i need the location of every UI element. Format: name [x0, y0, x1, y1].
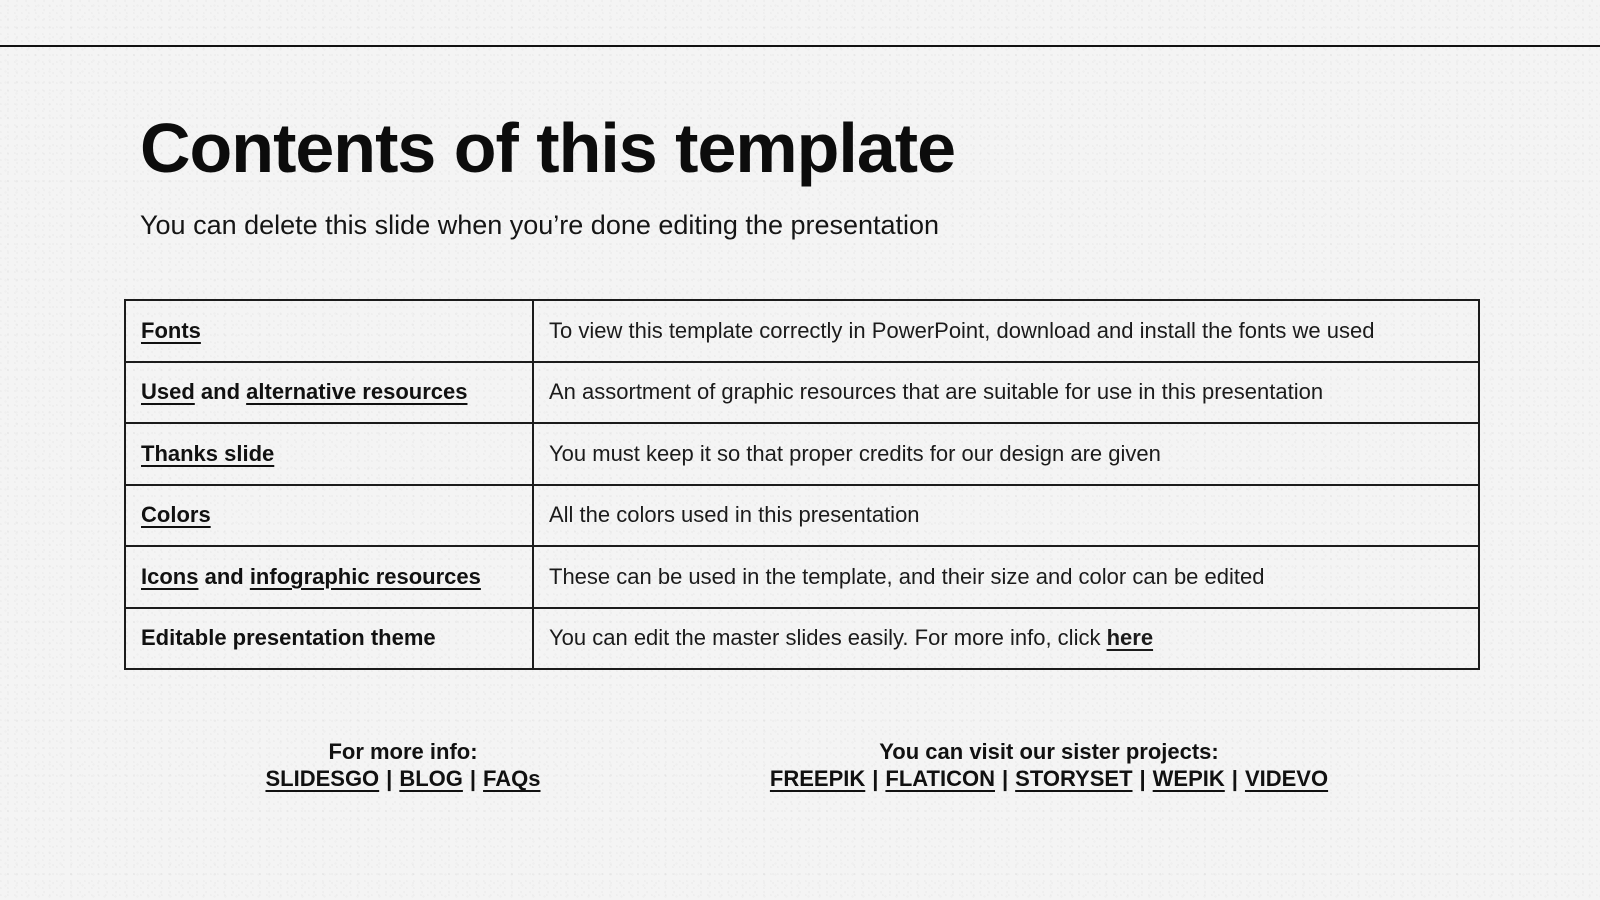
footer-separator: | — [386, 766, 393, 791]
table-row-editable-theme — [125, 608, 1479, 670]
row-description-editable-theme — [533, 608, 1479, 670]
table-row-icons — [125, 546, 1479, 608]
row-description-resources: An assortment of graphic resources that are suitable for use in this presentation — [533, 362, 1479, 424]
table-row-fonts — [125, 300, 1479, 362]
footer-separator: | — [469, 766, 477, 791]
blog-link[interactable]: BLOG — [399, 766, 463, 791]
alternative-resources-link[interactable]: alternative resources — [246, 379, 468, 405]
freepik-link[interactable]: FREEPIK — [769, 766, 866, 791]
contents-table — [124, 299, 1480, 670]
row-label-fonts — [125, 300, 533, 362]
row-label-resources — [125, 362, 533, 424]
table-row-thanks-slide — [125, 423, 1479, 485]
thanks-slide-link[interactable]: Thanks slide — [141, 440, 275, 466]
more-info-label: For more info: — [328, 739, 478, 764]
footer-separator: | — [1139, 766, 1146, 791]
flaticon-link[interactable]: FLATICON — [885, 766, 995, 791]
table-row-resources — [125, 362, 1479, 424]
slidesgo-link[interactable]: SLIDESGO — [265, 766, 380, 791]
row-description-fonts: To view this template correctly in PowerPoint, download and install the fonts we used — [533, 300, 1479, 362]
footer-separator: | — [872, 766, 879, 791]
footer-separator: | — [1002, 766, 1009, 791]
row-label-colors — [125, 485, 533, 547]
editable-theme-description: You can edit the master slides easily. For more info, click — [549, 625, 1107, 651]
sister-project-links — [749, 765, 1349, 792]
row-description-colors: All the colors used in this presentation — [533, 485, 1479, 547]
wepik-link[interactable]: WEPIK — [1152, 766, 1225, 791]
used-link[interactable]: Used — [141, 379, 195, 405]
label-connector-text: and — [194, 379, 247, 405]
row-label-thanks-slide — [125, 423, 533, 485]
sister-projects-label: You can visit our sister projects: — [879, 739, 1219, 764]
faqs-link[interactable]: FAQs — [483, 766, 541, 791]
more-info-links — [203, 765, 603, 792]
page-title: Contents of this template — [140, 109, 956, 187]
here-link[interactable]: here — [1106, 625, 1154, 651]
sister-projects-footer — [749, 738, 1349, 792]
storyset-link[interactable]: STORYSET — [1015, 766, 1133, 791]
row-label-icons — [125, 546, 533, 608]
more-info-footer — [203, 738, 603, 792]
page-subtitle: You can delete this slide when you’re done editing the presentation — [140, 210, 940, 240]
row-description-thanks-slide: You must keep it so that proper credits for our design are given — [533, 423, 1479, 485]
row-label-editable-theme: Editable presentation theme — [125, 608, 533, 670]
label-connector-text: and — [198, 563, 250, 589]
table-row-colors — [125, 485, 1479, 547]
footer-separator: | — [1231, 766, 1238, 791]
top-divider-line — [0, 45, 1600, 47]
icons-link[interactable]: Icons — [141, 563, 199, 589]
infographic-resources-link[interactable]: infographic resources — [249, 563, 481, 589]
videvo-link[interactable]: VIDEVO — [1244, 766, 1329, 791]
fonts-link[interactable]: Fonts — [141, 317, 201, 343]
row-description-icons: These can be used in the template, and their size and color can be edited — [533, 546, 1479, 608]
colors-link[interactable]: Colors — [141, 502, 211, 528]
